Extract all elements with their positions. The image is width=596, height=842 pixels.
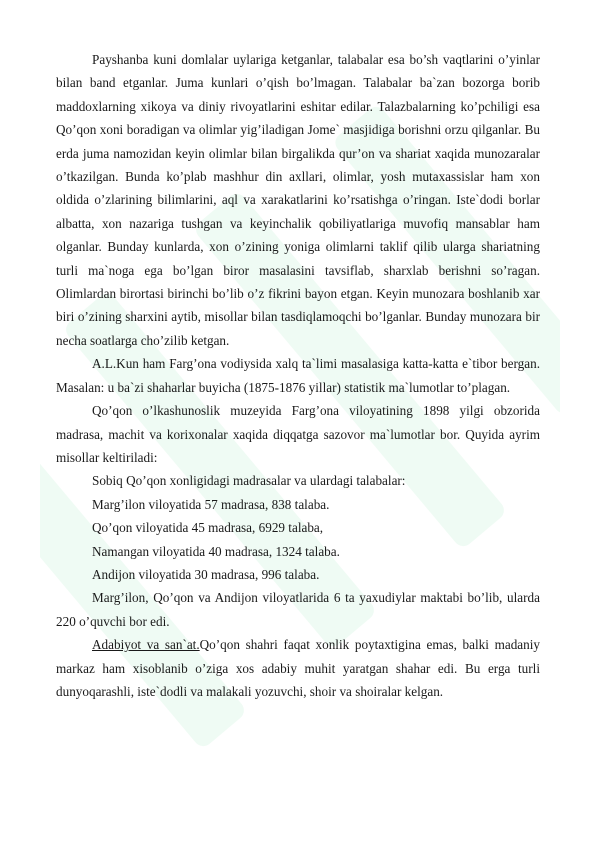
paragraph-3: Qo’qon o’lkashunoslik muzeyida Farg’ona viloyatining 1898 yilgi obzorida madrasa, machit va korixonalar xaqida diqqatga sazovor ma`lumotlar bor. Quyida ayrim misollar keltiriladi: bbox=[56, 403, 540, 465]
section-text: Qo’qon shahri faqat xonlik poytaxtigina emas, balki madaniy markaz ham xisoblanib o’ziga xos adabiy muhit yaratgan shahar edi. Bu erga turli dunyoqarashli, iste`dodli va malakali yozuvchi, shoir va shoiralar kelgan. bbox=[56, 637, 540, 699]
document-page bbox=[56, 48, 540, 703]
list-item: Namangan viloyatida 40 madrasa, 1324 talaba. bbox=[92, 543, 340, 559]
paragraph-5 bbox=[56, 633, 540, 703]
list-item: Andijon viloyatida 30 madrasa, 996 talaba. bbox=[92, 566, 320, 582]
list-item: Qo’qon viloyatida 45 madrasa, 6929 talaba, bbox=[92, 520, 324, 536]
paragraph-1: Payshanba kuni domlalar uylariga ketganlar, talabalar esa bo’sh vaqtlarini o’yinlar bilan band etganlar. Juma kunlari o’qish bo’lmagan. Talabalar ba`zan bozorga borib maddoxlarning xikoya va diniy rivoyatlarini eshitar edilar. Talazbalarning ko’pchiligi esa Qo’qon xoni boradigan va olimlar yig’iladigan Jome` masjidiga borishni orzu qilganlar. Bu erda juma namozidan keyin olimlar bilan birgalikda qur’on va shariat xaqida munozaralar o’tkazilgan. Bunda ko’plab mashhur din axllari, olimlar, yosh mutaxassislar ham xon oldida o’zlarining bilimlarini, aql va xarakatlarini ko’rsatishga o’ringan. Iste`dodi borlar albatta, xon nazariga tushgan va keyinchalik qobiliyatlariga muvofiq mansablar ham olganlar. Bunday kunlarda, xon o’zining yoniga olimlarni taklif qilib ularga shariatning turli ma`noga ega bo’lgan biror masalasini tavsiflab, sharxlab berishni so’ragan. Olimlardan birortasi birinchi bo’lib o’z fikrini bayon etgan. Keyin munozara boshlanib xar biri o’zining sharxini aytib, misollar bilan tasdiqlamoqchi bo’lganlar. Bunday munozara bir necha soatlarga cho’zilib ketgan. bbox=[56, 52, 540, 348]
paragraph-2: A.L.Kun ham Farg’ona vodiysida xalq ta`limi masalasiga katta-katta e`tibor bergan. Masalan: u ba`zi shaharlar buyicha (1875-1876 yillar) statistik ma`lumotlar to’plagan. bbox=[56, 356, 540, 395]
list-item: Marg’ilon viloyatida 57 madrasa, 838 talaba. bbox=[92, 496, 330, 512]
paragraph-4: Marg’ilon, Qo’qon va Andijon viloyatlarida 6 ta yaxudiylar maktabi bo’lib, ularda 220 o’quvchi bor edi. bbox=[56, 590, 540, 629]
list-heading: Sobiq Qo’qon xonligidagi madrasalar va ulardagi talabalar: bbox=[92, 473, 406, 489]
section-title: Adabiyot va san`at. bbox=[92, 637, 200, 653]
